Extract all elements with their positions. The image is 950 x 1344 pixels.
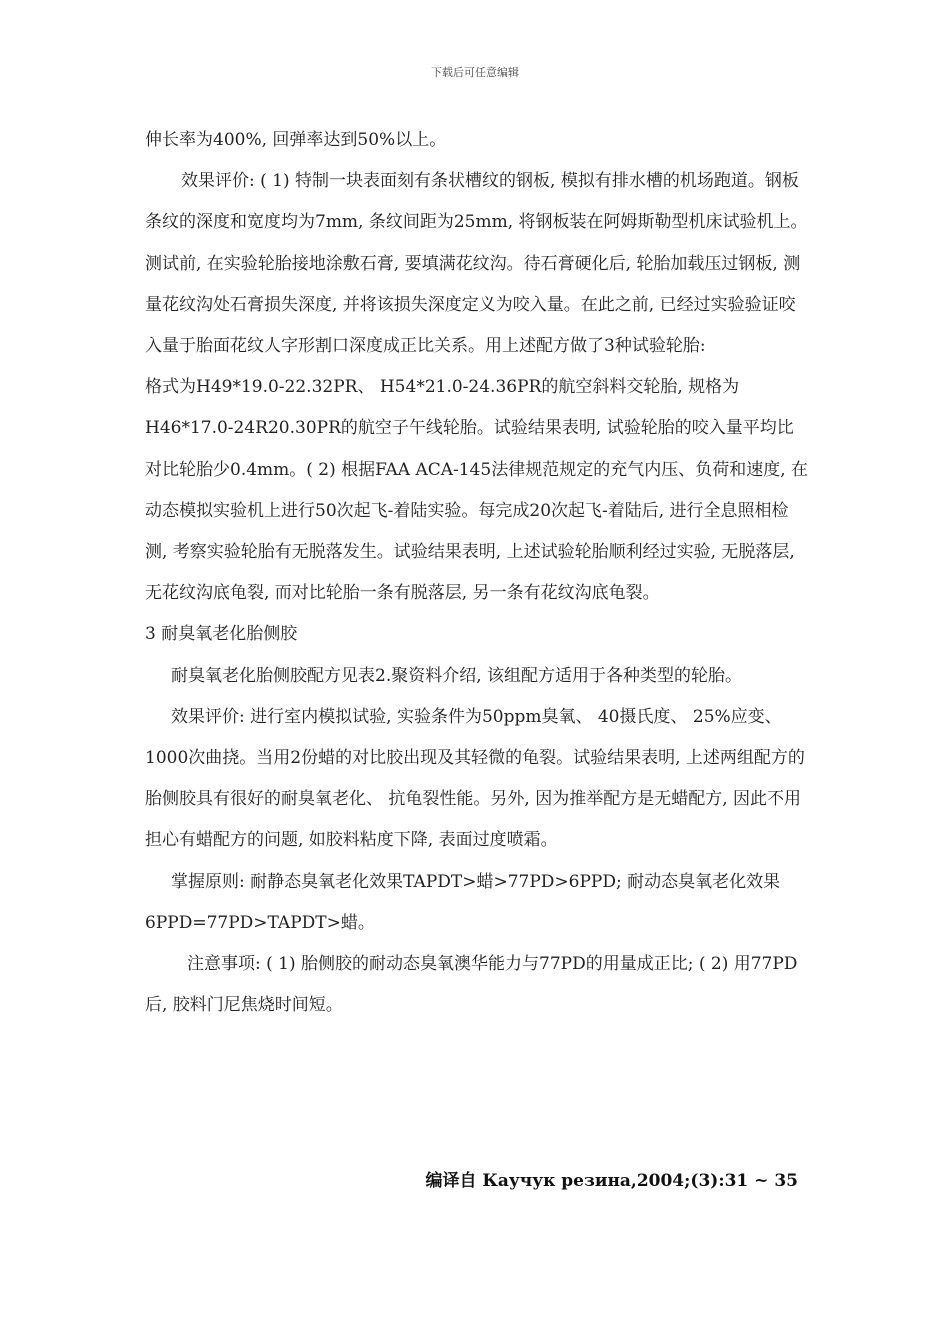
paragraph-evaluation-1: 效果评价: ( 1) 特制一块表面刻有条状槽纹的钢板, 模拟有排水槽的机场跑道。钢板条纹的深度和宽度均为7mm, 条纹间距为25mm, 将钢板装在阿姆斯勒型机床试验机上。测试前, 在实验轮胎接地涂敷石膏, 要填满花纹沟。待石膏硬化后, 轮胎加载压过钢板, 测量花纹沟处石膏损失深度, 并将该损失深度定义为咬入量。在此之前, 已经过实验验证咬入量于胎面花纹人字形割口深度成正比关系。用上述配方做了3种试验轮胎: bbox=[145, 171, 808, 357]
paragraph-sidewall-formula: 耐臭氧老化胎侧胶配方见表2.聚资料介绍, 该组配方适用于各种类型的轮胎。 bbox=[171, 665, 743, 686]
page-header: 下载后可任意编辑 bbox=[431, 66, 519, 79]
document-body bbox=[145, 120, 810, 1026]
section-heading-3: 3 耐臭氧老化胎侧胶 bbox=[145, 624, 298, 645]
paragraph-notes: 注意事项: ( 1) 胎侧胶的耐动态臭氧澳华能力与77PD的用量成正比; ( 2) 用77PD后, 胶料门尼焦烧时间短。 bbox=[145, 954, 798, 1016]
source-citation: 编译自 Каучук резина,2004;(3):31 ~ 35 bbox=[425, 1171, 798, 1191]
paragraph-evaluation-2: 效果评价: 进行室内模拟试验, 实验条件为50ppm臭氧、 40摄氏度、 25%应变、 1000次曲挠。当用2份蜡的对比胶出现及其轻微的龟裂。试验结果表明, 上述两组配方的胎侧胶具有很好的耐臭氧老化、 抗龟裂性能。另外, 因为推举配方是无蜡配方, 因此不用担心有蜡配方的问题, 如胶料粘度下降, 表面过度喷霜。 bbox=[145, 706, 805, 851]
paragraph-elongation: 伸长率为400%, 回弹率达到50%以上。 bbox=[145, 130, 447, 150]
paragraph-tire-specs: 格式为H49*19.0-22.32PR、 H54*21.0-24.36PR的航空斜料交轮胎, 规格为H46*17.0-24R20.30PR的航空子午线轮胎。试验结果表明, 试验轮胎的咬入量平均比对比轮胎少0.4mm。( 2) 根据FAA ACA-145法律规范规定的充气内压、负荷和速度, 在动态模拟实验机上进行50次起飞-着陆实验。每完成20次起飞-着陆后, 进行全息照相检测, 考察实验轮胎有无脱落发生。试验结果表明, 上述试验轮胎顺利经过实验, 无脱落层, 无花纹沟底龟裂, 而对比轮胎一条有脱落层, 另一条有花纹沟底龟裂。 bbox=[145, 377, 808, 604]
paragraph-principles: 掌握原则: 耐静态臭氧老化效果TAPDT>蜡>77PD>6PPD; 耐动态臭氧老化效果6PPD=77PD>TAPDT>蜡。 bbox=[145, 871, 781, 933]
